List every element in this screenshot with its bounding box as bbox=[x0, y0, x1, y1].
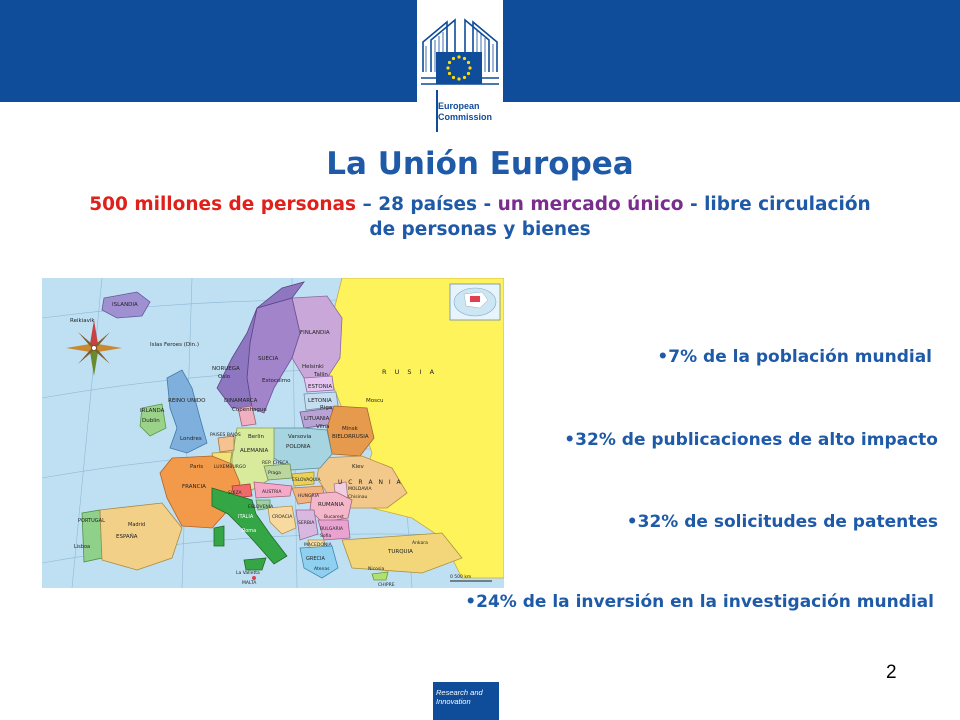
map-label: Ankara bbox=[412, 541, 428, 546]
map-label: LETONIA bbox=[308, 398, 332, 404]
map-label: Helsinki bbox=[302, 364, 324, 370]
map-label: Atenas bbox=[314, 567, 330, 572]
map-label: SUECIA bbox=[258, 356, 279, 362]
map-label: CROACIA bbox=[272, 515, 293, 520]
subtitle-countries: – 28 países - bbox=[356, 194, 498, 215]
map-label: MACEDONIA bbox=[304, 543, 332, 548]
map-label: MOLDAVIA bbox=[348, 487, 372, 492]
map-label: GRECIA bbox=[306, 556, 325, 562]
map-label: POLONIA bbox=[286, 444, 311, 450]
map-label: ALEMANIA bbox=[240, 448, 269, 454]
map-label: Vilna bbox=[316, 424, 330, 430]
map-label: AUSTRIA bbox=[262, 490, 282, 495]
map-label: ISLANDIA bbox=[112, 302, 138, 308]
map-label: FINLANDIA bbox=[300, 330, 330, 336]
map-label: Berlin bbox=[248, 434, 264, 440]
map-label: PORTUGAL bbox=[78, 518, 105, 524]
ri-line2: Innovation bbox=[436, 697, 471, 706]
logo-text bbox=[438, 101, 508, 123]
map-label: Estocolmo bbox=[262, 378, 291, 384]
map-label: R U S I A bbox=[382, 368, 438, 376]
map-label: BULGARIA bbox=[320, 527, 343, 532]
map-label: ESPAÑA bbox=[116, 534, 138, 540]
subtitle-single-market: un mercado único bbox=[497, 194, 684, 215]
europe-map bbox=[42, 278, 504, 588]
map-label: HUNGRIA bbox=[298, 494, 320, 499]
europe-political-map bbox=[42, 278, 504, 588]
country-sardinia bbox=[214, 526, 224, 546]
map-label: Minsk bbox=[342, 426, 358, 432]
page-title: La Unión Europea bbox=[326, 146, 634, 182]
research-innovation-label bbox=[436, 688, 500, 706]
inset-globe bbox=[450, 284, 500, 320]
map-label: PAISES BAJOS bbox=[210, 433, 241, 438]
map-label: Reikiavik bbox=[70, 318, 95, 324]
map-label: Madrid bbox=[128, 522, 146, 528]
map-label: Roma bbox=[242, 528, 257, 534]
map-label: Praga bbox=[268, 471, 281, 476]
stat-population: •7% de la población mundial bbox=[657, 347, 932, 367]
map-label: IRLANDA bbox=[140, 408, 165, 414]
map-label: Bucarest bbox=[324, 515, 344, 520]
ri-line1: Research and bbox=[436, 688, 483, 697]
country-sicily bbox=[244, 558, 266, 570]
map-label: Lisboa bbox=[74, 544, 91, 550]
country-netherlands bbox=[218, 436, 234, 452]
map-label: Paris bbox=[190, 464, 204, 470]
map-label: Moscu bbox=[366, 398, 384, 404]
stat-patents: •32% de solicitudes de patentes bbox=[626, 512, 938, 532]
map-label: ESLOVENIA bbox=[248, 505, 274, 510]
stat-research-investment: •24% de la inversión en la investigación mundial bbox=[465, 592, 934, 612]
map-label: Sofia bbox=[320, 534, 332, 539]
map-label: Riga bbox=[320, 405, 333, 411]
map-label: SUIZA bbox=[228, 491, 242, 496]
subtitle-free-movement: - libre circulación de personas y bienes bbox=[369, 194, 871, 240]
map-label: FRANCIA bbox=[182, 484, 206, 490]
map-label: LITUANIA bbox=[304, 416, 330, 422]
map-label: Islas Feroes (Din.) bbox=[150, 342, 200, 348]
map-label: ESLOVAQUIA bbox=[292, 478, 321, 483]
stat-publications: •32% de publicaciones de alto impacto bbox=[564, 430, 938, 450]
map-label: Oslo bbox=[218, 374, 231, 380]
map-label: SERBIA bbox=[298, 521, 315, 526]
map-label: Kiev bbox=[352, 464, 364, 470]
page-number: 2 bbox=[886, 662, 897, 683]
page-subtitle bbox=[80, 192, 880, 242]
map-label: RUMANIA bbox=[318, 502, 344, 508]
country-malta bbox=[252, 576, 256, 580]
map-label: CHIPRE bbox=[378, 583, 395, 588]
map-label: MALTA bbox=[242, 581, 257, 586]
map-label: ESTONIA bbox=[308, 384, 333, 390]
map-label: Varsovia bbox=[288, 434, 312, 440]
map-label: LUXEMBURGO bbox=[214, 465, 246, 470]
map-label: Tallin bbox=[314, 372, 328, 378]
map-scale-label: 0 500 km bbox=[450, 575, 472, 580]
subtitle-population: 500 millones de personas bbox=[89, 194, 357, 215]
map-label: Copenhague bbox=[232, 407, 267, 413]
map-label: U C R A N I A bbox=[338, 479, 403, 486]
map-label: REINO UNIDO bbox=[168, 398, 206, 404]
map-label: La Valletta bbox=[236, 571, 260, 576]
map-label: TURQUIA bbox=[388, 549, 413, 555]
map-label: DINAMARCA bbox=[224, 398, 258, 404]
logo-line2: Commission bbox=[438, 112, 493, 122]
map-label: Chisinau bbox=[348, 495, 368, 500]
map-label: REP. CHECA bbox=[262, 461, 289, 466]
logo-line1: European bbox=[438, 101, 480, 111]
map-label: Londres bbox=[180, 436, 202, 442]
map-label: Dublin bbox=[142, 418, 160, 424]
map-label: ITALIA bbox=[238, 514, 254, 520]
map-label: Nicosia bbox=[368, 567, 385, 572]
map-label: NORUEGA bbox=[212, 366, 240, 372]
map-label: BIELORRUSIA bbox=[332, 434, 369, 440]
